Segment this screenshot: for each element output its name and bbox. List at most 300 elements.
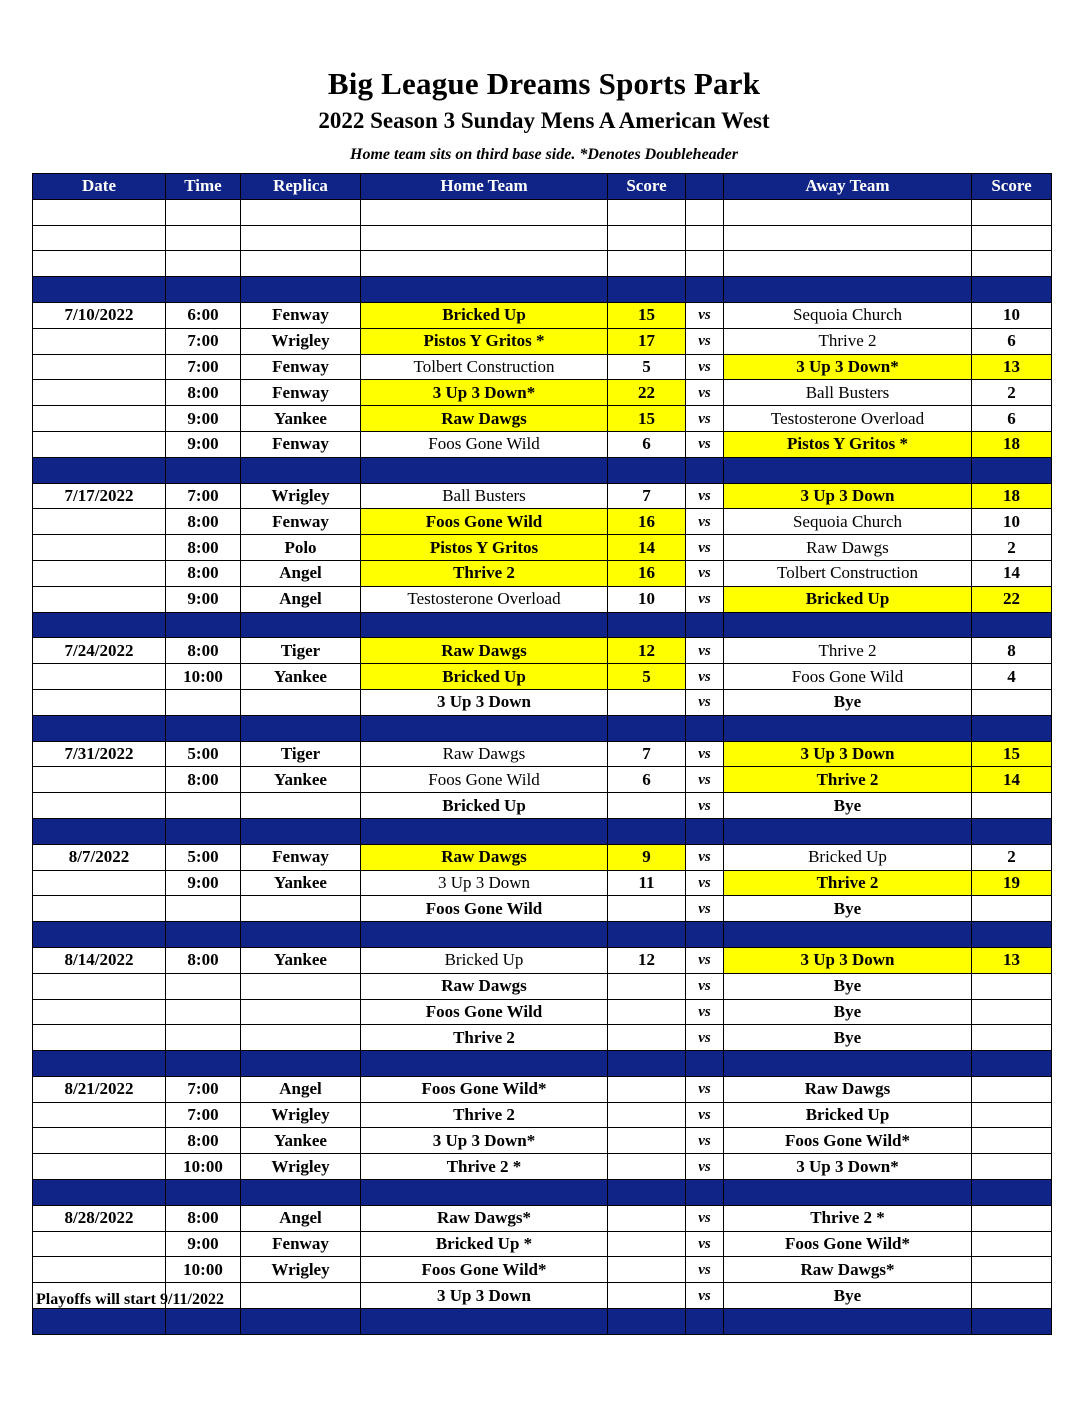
separator-cell <box>972 612 1052 638</box>
home-team-cell: Thrive 2 <box>361 1102 608 1128</box>
away-team-cell: Bricked Up <box>724 844 972 870</box>
vs-cell: vs <box>686 406 724 432</box>
separator-cell <box>724 922 972 948</box>
replica-cell: Angel <box>241 1076 361 1102</box>
away-score-cell <box>972 973 1052 999</box>
replica-cell: Yankee <box>241 870 361 896</box>
week-separator-row <box>33 1051 1052 1077</box>
away-team-cell: 3 Up 3 Down <box>724 741 972 767</box>
empty-cell <box>166 225 241 251</box>
replica-cell: Yankee <box>241 406 361 432</box>
replica-cell: Fenway <box>241 844 361 870</box>
time-cell: 8:00 <box>166 535 241 561</box>
home-team-cell: Foos Gone Wild* <box>361 1076 608 1102</box>
time-cell: 8:00 <box>166 560 241 586</box>
away-score-cell <box>972 1102 1052 1128</box>
time-cell: 10:00 <box>166 664 241 690</box>
time-cell: 6:00 <box>166 302 241 328</box>
home-score-cell: 6 <box>608 767 686 793</box>
away-team-cell: 3 Up 3 Down* <box>724 1154 972 1180</box>
home-score-cell: 11 <box>608 870 686 896</box>
date-cell <box>33 509 166 535</box>
time-cell: 8:00 <box>166 1128 241 1154</box>
away-team-cell: Raw Dawgs <box>724 1076 972 1102</box>
separator-cell <box>241 1180 361 1206</box>
home-team-cell: Pistos Y Gritos * <box>361 328 608 354</box>
home-score-cell: 6 <box>608 431 686 457</box>
separator-cell <box>361 818 608 844</box>
blank-row <box>33 251 1052 277</box>
game-row <box>33 999 1052 1025</box>
away-team-cell: Bye <box>724 973 972 999</box>
separator-cell <box>972 818 1052 844</box>
replica-cell: Angel <box>241 1205 361 1231</box>
away-score-cell: 13 <box>972 354 1052 380</box>
replica-cell <box>241 689 361 715</box>
date-cell <box>33 380 166 406</box>
replica-cell: Angel <box>241 560 361 586</box>
away-score-cell: 10 <box>972 302 1052 328</box>
away-team-cell: Raw Dawgs <box>724 535 972 561</box>
date-cell <box>33 431 166 457</box>
separator-cell <box>361 1309 608 1335</box>
time-cell: 8:00 <box>166 509 241 535</box>
separator-cell <box>608 277 686 303</box>
vs-cell: vs <box>686 535 724 561</box>
vs-cell: vs <box>686 1128 724 1154</box>
away-score-cell: 22 <box>972 586 1052 612</box>
home-team-cell: Raw Dawgs* <box>361 1205 608 1231</box>
col-header-vs <box>686 174 724 200</box>
away-team-cell: Bricked Up <box>724 1102 972 1128</box>
date-cell <box>33 1102 166 1128</box>
home-score-cell: 14 <box>608 535 686 561</box>
game-row <box>33 1231 1052 1257</box>
away-score-cell: 19 <box>972 870 1052 896</box>
separator-cell <box>724 1180 972 1206</box>
separator-cell <box>166 1051 241 1077</box>
empty-cell <box>33 199 166 225</box>
separator-cell <box>686 818 724 844</box>
home-score-cell <box>608 1257 686 1283</box>
game-row <box>33 1128 1052 1154</box>
game-row <box>33 793 1052 819</box>
time-cell: 8:00 <box>166 380 241 406</box>
separator-cell <box>166 1309 241 1335</box>
vs-cell: vs <box>686 586 724 612</box>
col-header-home-team: Home Team <box>361 174 608 200</box>
separator-cell <box>361 277 608 303</box>
time-cell: 9:00 <box>166 431 241 457</box>
date-cell <box>33 560 166 586</box>
date-cell <box>33 1025 166 1051</box>
away-team-cell: Bye <box>724 793 972 819</box>
separator-cell <box>33 1309 166 1335</box>
date-cell <box>33 354 166 380</box>
home-team-cell: Bricked Up * <box>361 1231 608 1257</box>
time-cell <box>166 973 241 999</box>
away-team-cell: Thrive 2 <box>724 328 972 354</box>
empty-cell <box>33 225 166 251</box>
away-score-cell <box>972 1076 1052 1102</box>
home-score-cell: 12 <box>608 947 686 973</box>
home-team-cell: 3 Up 3 Down <box>361 689 608 715</box>
time-cell: 7:00 <box>166 1102 241 1128</box>
col-header-away-score: Score <box>972 174 1052 200</box>
empty-cell <box>724 225 972 251</box>
home-team-cell: Foos Gone Wild <box>361 896 608 922</box>
vs-cell: vs <box>686 638 724 664</box>
empty-cell <box>608 199 686 225</box>
away-score-cell: 15 <box>972 741 1052 767</box>
away-score-cell: 13 <box>972 947 1052 973</box>
away-score-cell <box>972 793 1052 819</box>
separator-cell <box>608 457 686 483</box>
replica-cell <box>241 1283 361 1309</box>
game-row <box>33 328 1052 354</box>
home-score-cell: 17 <box>608 328 686 354</box>
away-team-cell: 3 Up 3 Down <box>724 947 972 973</box>
home-team-cell: Ball Busters <box>361 483 608 509</box>
separator-cell <box>972 457 1052 483</box>
separator-cell <box>241 612 361 638</box>
replica-cell: Fenway <box>241 354 361 380</box>
separator-cell <box>241 715 361 741</box>
away-team-cell: Thrive 2 <box>724 870 972 896</box>
game-row <box>33 406 1052 432</box>
away-team-cell: Bricked Up <box>724 586 972 612</box>
date-cell <box>33 664 166 690</box>
empty-cell <box>166 251 241 277</box>
home-team-cell: Bricked Up <box>361 664 608 690</box>
home-score-cell <box>608 1076 686 1102</box>
date-cell <box>33 896 166 922</box>
away-score-cell: 14 <box>972 767 1052 793</box>
separator-cell <box>33 715 166 741</box>
vs-cell: vs <box>686 1076 724 1102</box>
home-score-cell <box>608 1128 686 1154</box>
date-cell <box>33 999 166 1025</box>
vs-cell: vs <box>686 947 724 973</box>
date-cell: 7/10/2022 <box>33 302 166 328</box>
week-separator-row <box>33 457 1052 483</box>
away-score-cell <box>972 1154 1052 1180</box>
empty-cell <box>686 199 724 225</box>
date-cell: 8/28/2022 <box>33 1205 166 1231</box>
away-team-cell: Thrive 2 <box>724 767 972 793</box>
page-title: Big League Dreams Sports Park <box>327 66 761 101</box>
home-team-cell: Bricked Up <box>361 947 608 973</box>
vs-cell: vs <box>686 380 724 406</box>
away-score-cell: 8 <box>972 638 1052 664</box>
separator-cell <box>166 818 241 844</box>
away-team-cell: Sequoia Church <box>724 302 972 328</box>
home-score-cell: 15 <box>608 302 686 328</box>
empty-cell <box>241 199 361 225</box>
home-team-cell: 3 Up 3 Down <box>361 870 608 896</box>
away-score-cell: 2 <box>972 380 1052 406</box>
date-cell <box>33 767 166 793</box>
home-score-cell: 22 <box>608 380 686 406</box>
replica-cell: Fenway <box>241 431 361 457</box>
vs-cell: vs <box>686 741 724 767</box>
home-score-cell <box>608 1025 686 1051</box>
home-team-cell: Testosterone Overload <box>361 586 608 612</box>
home-team-cell: Thrive 2 * <box>361 1154 608 1180</box>
game-row <box>33 664 1052 690</box>
home-team-cell: Raw Dawgs <box>361 973 608 999</box>
date-cell <box>33 406 166 432</box>
time-cell: 9:00 <box>166 1231 241 1257</box>
blank-row <box>33 199 1052 225</box>
separator-cell <box>361 715 608 741</box>
time-cell: 8:00 <box>166 947 241 973</box>
game-row <box>33 1154 1052 1180</box>
empty-cell <box>241 251 361 277</box>
week-separator-row <box>33 922 1052 948</box>
vs-cell: vs <box>686 328 724 354</box>
replica-cell: Tiger <box>241 638 361 664</box>
replica-cell <box>241 973 361 999</box>
separator-cell <box>166 457 241 483</box>
away-score-cell <box>972 999 1052 1025</box>
away-score-cell: 4 <box>972 664 1052 690</box>
separator-cell <box>166 1180 241 1206</box>
separator-cell <box>166 715 241 741</box>
home-team-cell: 3 Up 3 Down <box>361 1283 608 1309</box>
away-score-cell <box>972 896 1052 922</box>
separator-cell <box>972 1051 1052 1077</box>
separator-cell <box>608 612 686 638</box>
home-team-cell: Bricked Up <box>361 793 608 819</box>
separator-cell <box>33 612 166 638</box>
home-team-cell: Raw Dawgs <box>361 844 608 870</box>
game-row <box>33 354 1052 380</box>
date-cell: 7/24/2022 <box>33 638 166 664</box>
home-score-cell: 7 <box>608 483 686 509</box>
vs-cell: vs <box>686 1257 724 1283</box>
vs-cell: vs <box>686 1205 724 1231</box>
away-team-cell: Raw Dawgs* <box>724 1257 972 1283</box>
separator-cell <box>33 457 166 483</box>
separator-cell <box>972 922 1052 948</box>
away-team-cell: Bye <box>724 1283 972 1309</box>
game-row <box>33 1257 1052 1283</box>
home-score-cell <box>608 1154 686 1180</box>
game-row <box>33 586 1052 612</box>
separator-cell <box>686 1051 724 1077</box>
vs-cell: vs <box>686 844 724 870</box>
empty-cell <box>33 251 166 277</box>
home-score-cell: 5 <box>608 664 686 690</box>
separator-cell <box>33 922 166 948</box>
replica-cell: Fenway <box>241 380 361 406</box>
separator-cell <box>33 277 166 303</box>
empty-cell <box>972 199 1052 225</box>
page-subtitle: 2022 Season 3 Sunday Mens A American West <box>318 108 770 133</box>
separator-cell <box>972 1180 1052 1206</box>
home-team-cell: Raw Dawgs <box>361 741 608 767</box>
away-score-cell: 14 <box>972 560 1052 586</box>
away-team-cell: Bye <box>724 896 972 922</box>
replica-cell: Fenway <box>241 302 361 328</box>
home-score-cell: 9 <box>608 844 686 870</box>
time-cell: 7:00 <box>166 328 241 354</box>
date-cell: 8/14/2022 <box>33 947 166 973</box>
separator-cell <box>686 457 724 483</box>
replica-cell: Wrigley <box>241 1102 361 1128</box>
separator-cell <box>608 1180 686 1206</box>
vs-cell: vs <box>686 664 724 690</box>
game-row <box>33 483 1052 509</box>
date-cell: 8/7/2022 <box>33 844 166 870</box>
vs-cell: vs <box>686 509 724 535</box>
separator-cell <box>686 277 724 303</box>
home-team-cell: Tolbert Construction <box>361 354 608 380</box>
away-score-cell: 10 <box>972 509 1052 535</box>
vs-cell: vs <box>686 896 724 922</box>
empty-cell <box>361 199 608 225</box>
separator-cell <box>686 612 724 638</box>
home-team-cell: Foos Gone Wild* <box>361 1257 608 1283</box>
date-cell <box>33 1231 166 1257</box>
separator-cell <box>608 715 686 741</box>
away-team-cell: Tolbert Construction <box>724 560 972 586</box>
replica-cell: Polo <box>241 535 361 561</box>
separator-cell <box>361 457 608 483</box>
home-team-cell: Thrive 2 <box>361 1025 608 1051</box>
game-row <box>33 638 1052 664</box>
game-row <box>33 1205 1052 1231</box>
separator-cell <box>686 1309 724 1335</box>
vs-cell: vs <box>686 793 724 819</box>
separator-cell <box>724 277 972 303</box>
week-separator-row <box>33 1180 1052 1206</box>
home-score-cell <box>608 1231 686 1257</box>
date-cell <box>33 535 166 561</box>
empty-cell <box>724 199 972 225</box>
away-team-cell: 3 Up 3 Down <box>724 483 972 509</box>
home-score-cell <box>608 1205 686 1231</box>
vs-cell: vs <box>686 483 724 509</box>
vs-cell: vs <box>686 431 724 457</box>
replica-cell: Tiger <box>241 741 361 767</box>
home-score-cell <box>608 1102 686 1128</box>
date-cell <box>33 793 166 819</box>
away-score-cell: 2 <box>972 535 1052 561</box>
separator-cell <box>608 1051 686 1077</box>
date-cell <box>33 689 166 715</box>
separator-cell <box>724 612 972 638</box>
date-cell: 8/21/2022 <box>33 1076 166 1102</box>
game-row <box>33 767 1052 793</box>
col-header-replica: Replica <box>241 174 361 200</box>
time-cell: 8:00 <box>166 767 241 793</box>
vs-cell: vs <box>686 999 724 1025</box>
separator-cell <box>361 922 608 948</box>
away-score-cell: 2 <box>972 844 1052 870</box>
away-score-cell <box>972 1231 1052 1257</box>
game-row <box>33 689 1052 715</box>
vs-cell: vs <box>686 973 724 999</box>
schedule-body <box>33 199 1052 1334</box>
week-separator-row <box>33 277 1052 303</box>
time-cell: 9:00 <box>166 586 241 612</box>
home-score-cell: 5 <box>608 354 686 380</box>
replica-cell: Angel <box>241 586 361 612</box>
replica-cell: Yankee <box>241 947 361 973</box>
separator-cell <box>166 922 241 948</box>
vs-cell: vs <box>686 354 724 380</box>
date-cell <box>33 973 166 999</box>
separator-cell <box>724 1051 972 1077</box>
vs-cell: vs <box>686 1283 724 1309</box>
col-header-date: Date <box>33 174 166 200</box>
game-row <box>33 431 1052 457</box>
away-team-cell: Thrive 2 * <box>724 1205 972 1231</box>
home-score-cell <box>608 999 686 1025</box>
date-cell <box>33 1128 166 1154</box>
home-score-cell: 15 <box>608 406 686 432</box>
separator-cell <box>241 1309 361 1335</box>
time-cell: 9:00 <box>166 406 241 432</box>
separator-cell <box>608 818 686 844</box>
away-score-cell <box>972 1257 1052 1283</box>
away-team-cell: Sequoia Church <box>724 509 972 535</box>
vs-cell: vs <box>686 1231 724 1257</box>
home-team-cell: Foos Gone Wild <box>361 767 608 793</box>
col-header-time: Time <box>166 174 241 200</box>
away-score-cell <box>972 689 1052 715</box>
home-team-cell: 3 Up 3 Down* <box>361 380 608 406</box>
home-score-cell: 7 <box>608 741 686 767</box>
week-separator-row <box>33 818 1052 844</box>
vs-cell: vs <box>686 689 724 715</box>
replica-cell: Yankee <box>241 1128 361 1154</box>
separator-cell <box>724 818 972 844</box>
schedule-table <box>32 173 1052 1335</box>
away-team-cell: Ball Busters <box>724 380 972 406</box>
away-team-cell: Testosterone Overload <box>724 406 972 432</box>
separator-cell <box>241 277 361 303</box>
away-team-cell: Foos Gone Wild <box>724 664 972 690</box>
game-row <box>33 1102 1052 1128</box>
home-team-cell: Thrive 2 <box>361 560 608 586</box>
home-team-cell: Foos Gone Wild <box>361 431 608 457</box>
replica-cell <box>241 896 361 922</box>
blank-row <box>33 225 1052 251</box>
home-score-cell <box>608 689 686 715</box>
col-header-away-team: Away Team <box>724 174 972 200</box>
separator-cell <box>241 457 361 483</box>
away-team-cell: 3 Up 3 Down* <box>724 354 972 380</box>
home-team-cell: Foos Gone Wild <box>361 509 608 535</box>
date-cell <box>33 586 166 612</box>
home-score-cell: 16 <box>608 509 686 535</box>
home-team-cell: Raw Dawgs <box>361 406 608 432</box>
date-cell <box>33 328 166 354</box>
empty-cell <box>608 225 686 251</box>
separator-cell <box>241 922 361 948</box>
away-team-cell: Bye <box>724 1025 972 1051</box>
empty-cell <box>361 251 608 277</box>
game-row <box>33 741 1052 767</box>
replica-cell: Wrigley <box>241 328 361 354</box>
time-cell: 8:00 <box>166 638 241 664</box>
away-team-cell: Bye <box>724 999 972 1025</box>
home-score-cell <box>608 973 686 999</box>
separator-cell <box>33 818 166 844</box>
